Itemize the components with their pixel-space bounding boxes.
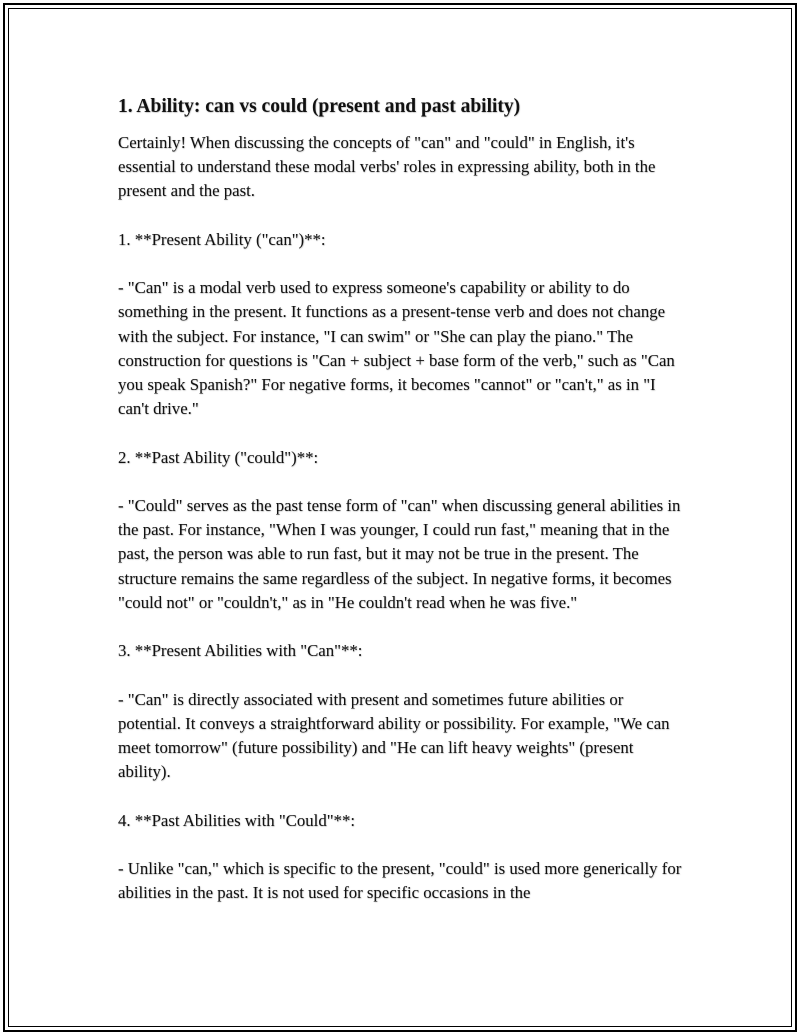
item-1-title: 1. **Present Ability ("can")**: (118, 229, 326, 249)
item-2-title: 2. **Past Ability ("could")**: (118, 447, 319, 467)
item-2-body: - "Could" serves as the past tense form of "can" when discussing general abilities in the past. For instance, "When I was younger, I could run fast," meaning that in the past, the person was able to run fast, but it may not be true in the present. The structure remains the same regardless of the subject. In negative forms, it becomes "could not" or "couldn't," as in "He couldn't read when he was five." (118, 495, 681, 612)
item-3-body: - "Can" is directly associated with present and sometimes future abilities or potential. It conveys a straightforward ability or possibility. For example, "We can meet tomorrow" (future possibility) and "He can lift heavy weights" (present ability). (118, 689, 670, 782)
item-4-title: 4. **Past Abilities with "Could"**: (118, 810, 356, 830)
intro-paragraph: Certainly! When discussing the concepts of "can" and "could" in English, it's essential to understand these modal verbs' roles in expressing ability, both in the present and the past. (118, 133, 656, 201)
item-1-body: - "Can" is a modal verb used to express someone's capability or ability to do something in the present. It functions as a present-tense verb and does not change with the subject. For instance, "I can swim" or "She can play the piano." The construction for questions is "Can + subject + base form of the verb," such as "Can you speak Spanish?" For negative forms, it becomes "cannot" or "can't," as in "I can't drive." (118, 278, 675, 419)
item-3-title: 3. **Present Abilities with "Can"**: (118, 641, 363, 661)
item-4-body: - Unlike "can," which is specific to the present, "could" is used more generically for abilities in the past. It is not used for specific occasions in the (118, 858, 682, 903)
document-heading: 1. Ability: can vs could (present and past ability) (118, 96, 521, 117)
document-body (118, 95, 688, 930)
